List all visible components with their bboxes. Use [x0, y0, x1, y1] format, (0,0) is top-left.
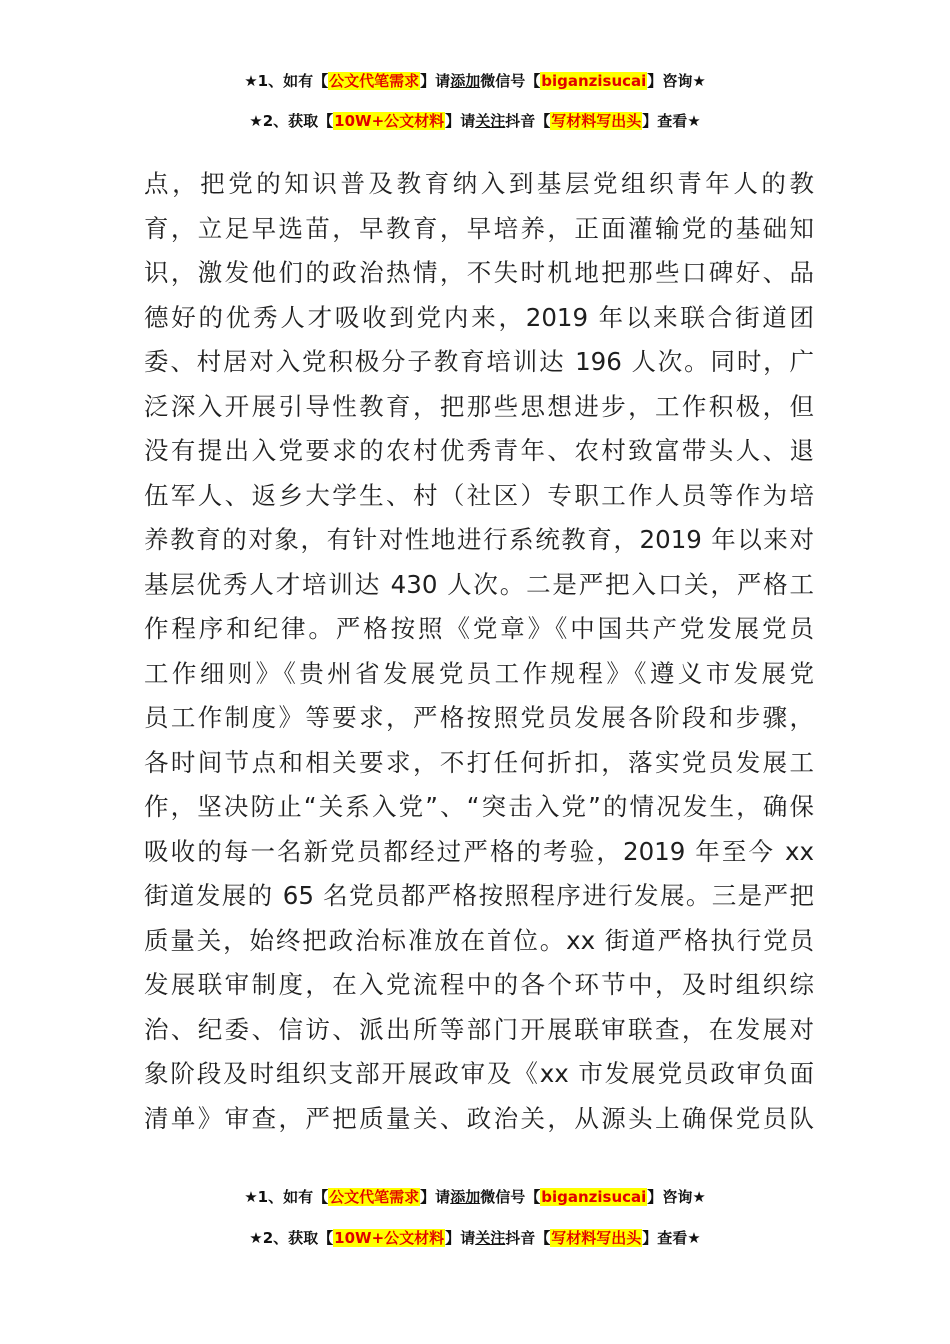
body-line: 德好的优秀人才吸收到党内来，2019 年以来联合街道团: [144, 302, 814, 332]
bracket-open: 【: [313, 72, 329, 90]
promo-text: 抖音: [505, 1229, 536, 1247]
promo-suffix: 查看★: [657, 1229, 701, 1247]
highlight-wechat-id: biganzisucai: [541, 72, 647, 90]
highlight-wechat-id: biganzisucai: [541, 1188, 647, 1206]
promo-text: 请: [435, 72, 451, 90]
body-line: 象阶段及时组织支部开展政审及《xx 市发展党员政审负面: [144, 1059, 814, 1088]
header-promo-line-2: [0, 110, 950, 132]
footer-promo-line-2: [0, 1227, 950, 1249]
body-line: 养教育的对象，有针对性地进行系统教育，2019 年以来对: [144, 525, 814, 554]
body-line: 工作细则》《贵州省发展党员工作规程》《遵义市发展党: [144, 658, 814, 688]
bracket-close: 】: [420, 72, 436, 90]
promo-prefix: ★1、如有: [244, 72, 314, 90]
bracket-open: 【: [535, 1229, 551, 1247]
bracket-close: 】: [642, 112, 658, 130]
body-line: 吸收的每一名新党员都经过严格的考验，2019 年至今 xx: [144, 836, 814, 866]
body-line: 委、村居对入党积极分子教育培训达 196 人次。同时，广: [144, 347, 814, 376]
body-line: 街道发展的 65 名党员都严格按照程序进行发展。三是严把: [144, 881, 814, 910]
bracket-open: 【: [318, 1229, 334, 1247]
footer-promo-line-1: [0, 1186, 950, 1208]
body-line: 育，立足早选苗，早教育，早培养，正面灌输党的基础知: [144, 213, 814, 243]
promo-suffix: 咨询★: [662, 1188, 706, 1206]
body-line: 发展联审制度，在入党流程中的各个环节中，及时组织综: [144, 970, 814, 999]
body-line: 点，把党的知识普及教育纳入到基层党组织青年人的教: [144, 169, 814, 198]
highlight-service: 公文代笔需求: [329, 1188, 420, 1206]
body-line: 作程序和纪律。严格按照《党章》《中国共产党发展党员: [144, 614, 814, 643]
promo-underlined: 添加: [450, 72, 481, 90]
bracket-close: 】: [647, 72, 663, 90]
body-line: 员工作制度》等要求，严格按照党员发展各阶段和步骤，: [144, 703, 814, 732]
body-line: 治、纪委、信访、派出所等部门开展联审联查，在发展对: [144, 1014, 814, 1044]
bracket-open: 【: [535, 112, 551, 130]
bracket-open: 【: [318, 112, 334, 130]
bracket-close: 】: [445, 112, 461, 130]
promo-underlined: 关注: [475, 1229, 506, 1247]
highlight-materials: 10W+公文材料: [334, 112, 445, 130]
bracket-close: 】: [445, 1229, 461, 1247]
promo-suffix: 查看★: [657, 112, 701, 130]
promo-suffix: 咨询★: [662, 72, 706, 90]
body-line: 识，激发他们的政治热情，不失时机地把那些口碑好、品: [144, 258, 814, 287]
document-body: [144, 162, 814, 1141]
promo-prefix: ★2、获取: [249, 1229, 319, 1247]
bracket-open: 【: [525, 1188, 541, 1206]
body-line: 基层优秀人才培训达 430 人次。二是严把入口关，严格工: [144, 569, 814, 599]
highlight-service: 公文代笔需求: [329, 72, 420, 90]
bracket-close: 】: [420, 1188, 436, 1206]
body-line: 各时间节点和相关要求，不打任何折扣，落实党员发展工: [144, 747, 814, 777]
promo-text: 请: [435, 1188, 451, 1206]
highlight-douyin-account: 写材料写出头: [551, 112, 642, 130]
body-line: 泛深入开展引导性教育，把那些思想进步，工作积极，但: [144, 391, 814, 421]
header-promo-line-1: [0, 70, 950, 92]
highlight-douyin-account: 写材料写出头: [551, 1229, 642, 1247]
body-line: 质量关，始终把政治标准放在首位。xx 街道严格执行党员: [144, 925, 814, 955]
bracket-close: 】: [647, 1188, 663, 1206]
bracket-close: 】: [642, 1229, 658, 1247]
promo-text: 请: [460, 1229, 476, 1247]
promo-prefix: ★1、如有: [244, 1188, 314, 1206]
promo-text: 微信号: [480, 1188, 526, 1206]
body-line: 伍军人、返乡大学生、村（社区）专职工作人员等作为培: [144, 480, 814, 510]
body-line: 作，坚决防止“关系入党”、“突击入党”的情况发生，确保: [144, 792, 814, 821]
promo-underlined: 关注: [475, 112, 506, 130]
promo-text: 抖音: [505, 112, 536, 130]
promo-text: 请: [460, 112, 476, 130]
bracket-open: 【: [313, 1188, 329, 1206]
body-line: 清单》审查，严把质量关、政治关，从源头上确保党员队: [144, 1103, 814, 1133]
promo-text: 微信号: [480, 72, 526, 90]
bracket-open: 【: [525, 72, 541, 90]
promo-underlined: 添加: [450, 1188, 481, 1206]
highlight-materials: 10W+公文材料: [334, 1229, 445, 1247]
body-line: 没有提出入党要求的农村优秀青年、农村致富带头人、退: [144, 436, 814, 465]
promo-prefix: ★2、获取: [249, 112, 319, 130]
